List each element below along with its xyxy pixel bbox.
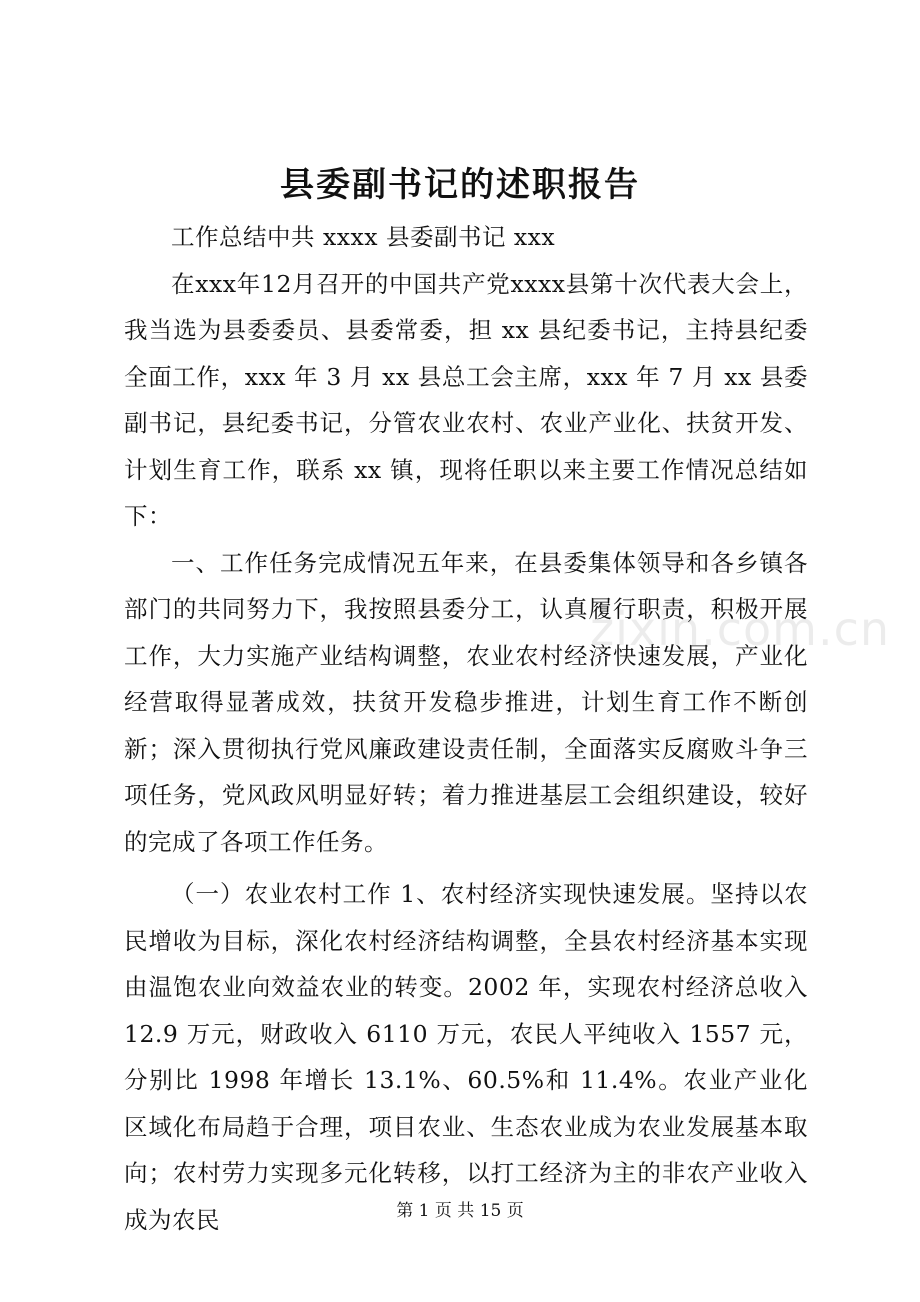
paragraph-subtitle: 工作总结中共 xxxx 县委副书记 xxx [171,223,556,251]
page-footer: 第 1 页 共 15 页 [396,1201,524,1221]
paragraph-agriculture: （一）农业农村工作 1、农村经济实现快速发展。坚持以农民增收为目标，深化农村经济结构调整，全县农村经济基本实现由温饱农业向效益农业的转变。2002 年，实现农村经济总收入 12.9 万元，财政收入 6110 万元，农民人平纯收入 1557 元，分别比 1998 年增长 13.1%、60.5%和 11.4%。农业产业化区域化布局趋于合理，项目农业、生态农业成为农业发展基本取向；农村劳力实现多元化转移，以打工经济为主的非农产业收入成为农民 [124,880,808,1234]
document-title: 县委副书记的述职报告 [280,165,640,205]
paragraph-section-one: 一、工作任务完成情况五年来，在县委集体领导和各乡镇各部门的共同努力下，我按照县委分工，认真履行职责，积极开展工作，大力实施产业结构调整，农业农村经济快速发展，产业化经营取得显著成效，扶贫开发稳步推进，计划生育工作不断创新；深入贯彻执行党风廉政建设责任制，全面落实反腐败斗争三项任务，党风政风明显好转；着力推进基层工会组织建设，较好的完成了各项工作任务。 [124,548,808,856]
document-body [124,214,808,1243]
watermark: zixin.com.cn [590,602,891,656]
paragraph-intro: 在xxx年12月召开的中国共产党xxxx县第十次代表大会上，我当选为县委委员、县委常委，担 xx 县纪委书记，主持县纪委全面工作，xxx 年 3 月 xx 县总工会主席，xxx 年 7 月 xx 县委副书记，县纪委书记，分管农业农村、农业产业化、扶贫开发、计划生育工作，联系 xx 镇，现将任职以来主要工作情况总结如下： [124,269,808,530]
